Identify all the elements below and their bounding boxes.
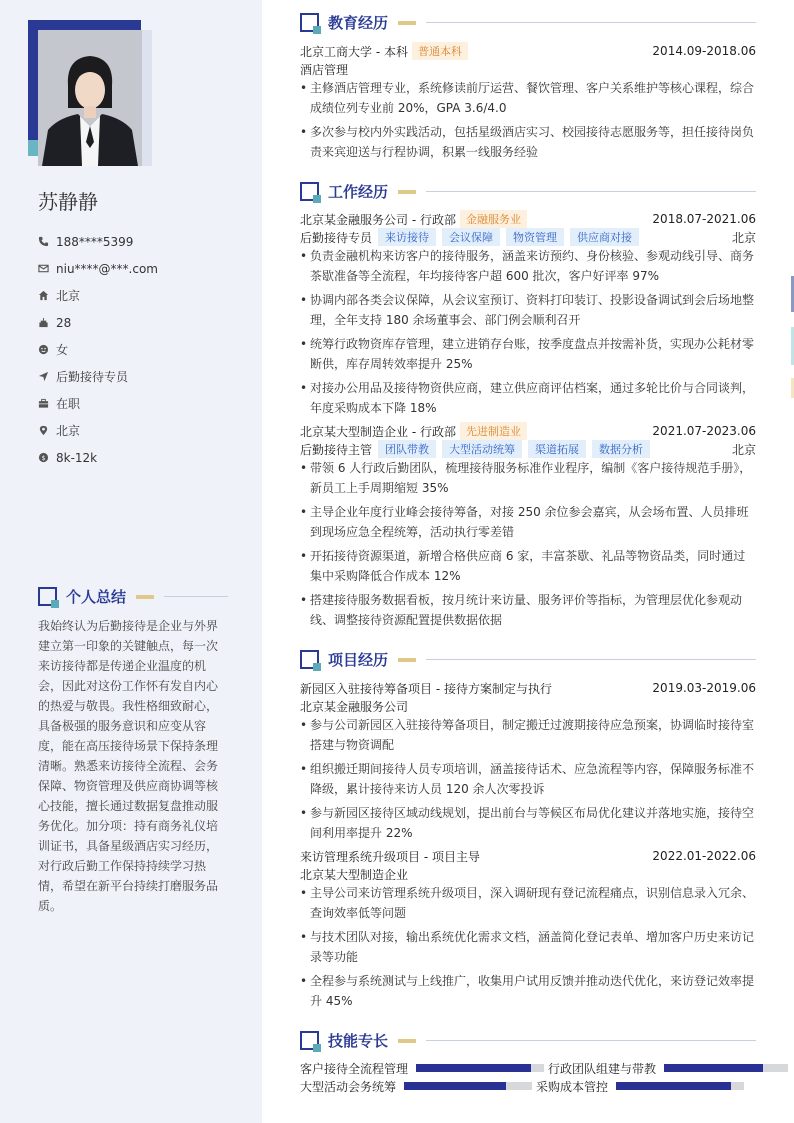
section-divider (426, 191, 756, 192)
education-period: 2014.09-2018.06 (652, 44, 756, 58)
list-item: • 对接办公用品及接待物资供应商，建立供应商评估档案，通过多轮比价与合同谈判，年度采购成本下降 18% (300, 378, 756, 418)
job-1-role-row (300, 228, 756, 246)
info-salary (38, 444, 248, 471)
job-2-skill-tag: 团队带教 (378, 440, 436, 458)
job-2-city: 北京 (731, 442, 756, 457)
skills-title: 技能专长 (328, 1032, 389, 1050)
list-item: • 与技术团队对接，输出系统优化需求文档，涵盖简化登记表单、增加客户历史来访记录等功能 (300, 927, 756, 967)
position-icon (38, 371, 49, 382)
skill-bar-fill (404, 1082, 506, 1090)
work-title: 工作经历 (328, 183, 389, 201)
education-major-row (300, 60, 756, 78)
job-2-industry-tag: 先进制造业 (460, 422, 527, 440)
list-item: • 统筹行政物资库存管理，建立进销存台账，按季度盘点并按需补货，实现办公耗材零断供，库存周转效率提升 25% (300, 334, 756, 374)
project-1-row (300, 679, 756, 697)
job-1-company: 北京某金融服务公司 - 行政部 (300, 212, 456, 227)
mail-icon (38, 263, 49, 274)
info-email (38, 255, 248, 282)
salary-icon (38, 452, 49, 463)
info-status-text: 在职 (56, 397, 81, 411)
briefcase-icon (38, 398, 49, 409)
list-item: • 搭建接待服务数据看板，按月统计来访量、服务评价等指标，为管理层优化参观动线、调整接待资源配置提供数据依据 (300, 590, 756, 630)
info-phone (38, 228, 248, 255)
info-gender-text: 女 (56, 343, 69, 357)
section-square-icon (300, 13, 319, 32)
project-1-org: 北京某金融服务公司 (300, 699, 409, 714)
job-2-period: 2021.07-2023.06 (652, 424, 756, 438)
cake-icon (38, 317, 49, 328)
candidate-name: 苏静静 (38, 190, 98, 214)
job-1-company-row (300, 210, 756, 228)
skill-name: 行政团队组建与带教 (548, 1061, 657, 1076)
section-divider (426, 659, 756, 660)
education-bullets (300, 78, 756, 166)
job-1-industry-tag: 金融服务业 (460, 210, 527, 228)
section-gold-bar (398, 21, 416, 25)
project-2-bullets (300, 883, 756, 1015)
education-major: 酒店管理 (300, 62, 349, 77)
section-square-icon (38, 587, 57, 606)
section-square-icon (300, 650, 319, 669)
skills-row-2 (300, 1078, 744, 1094)
section-gold-bar (398, 190, 416, 194)
skills-row-1 (300, 1060, 788, 1076)
skill-bar (664, 1064, 788, 1072)
job-2-skill-tag: 渠道拓展 (528, 440, 586, 458)
job-2-company: 北京某大型制造企业 - 行政部 (300, 424, 456, 439)
job-1-bullets (300, 246, 756, 422)
phone-icon (38, 236, 49, 247)
education-tag: 普通本科 (412, 42, 468, 60)
project-2-org: 北京某大型制造企业 (300, 867, 409, 882)
job-1-skill-tag: 会议保障 (442, 228, 500, 246)
job-2-skill-tag: 数据分析 (592, 440, 650, 458)
section-gold-bar (398, 658, 416, 662)
info-home (38, 282, 248, 309)
job-1-skill-tag: 物资管理 (506, 228, 564, 246)
skills-header (300, 1030, 756, 1051)
projects-header (300, 649, 756, 670)
job-2-role-row (300, 440, 756, 458)
list-item: • 协调内部各类会议保障，从会议室预订、资料打印装订、投影设备调试到会后场地整理，全年支持 180 余场董事会、部门例会顺利召开 (300, 290, 756, 330)
list-item: • 带领 6 人行政后勤团队，梳理接待服务标准作业程序，编制《客户接待规范手册》，新员工上手周期缩短 35% (300, 458, 756, 498)
profile-photo (38, 30, 142, 166)
skill-item (300, 1078, 532, 1095)
list-item: • 参与新园区接待区域动线规划，提出前台与等候区布局优化建议并落地实施，接待空间利用率提升 22% (300, 803, 756, 843)
list-item: • 负责金融机构来访客户的接待服务，涵盖来访预约、身份核验、参观动线引导、商务茶歇准备等全流程，年均接待客户超 600 批次，客户好评率 97% (300, 246, 756, 286)
section-divider (164, 596, 228, 597)
info-salary-text: 8k-12k (56, 450, 98, 465)
summary-header (38, 586, 228, 607)
info-status (38, 390, 248, 417)
education-header (300, 12, 756, 33)
list-item: • 组织搬迁期间接待人员专项培训，涵盖接待话术、应急流程等内容，保障服务标准不降级，累计接待来访人员 120 余人次零投诉 (300, 759, 756, 799)
skill-bar-fill (416, 1064, 531, 1072)
sidebar (0, 0, 262, 1123)
project-1-org-row (300, 697, 756, 715)
job-1-skill-tag: 来访接待 (378, 228, 436, 246)
info-email-text: niu****@***.com (56, 261, 158, 276)
skill-item (300, 1060, 544, 1077)
photo-accent-teal (28, 140, 38, 156)
project-1-bullets (300, 715, 756, 847)
skill-name: 客户接待全流程管理 (300, 1061, 409, 1076)
list-item: • 主导公司来访管理系统升级项目，深入调研现有登记流程痛点，识别信息录入冗余、查询效率低等问题 (300, 883, 756, 923)
skill-name: 采购成本管控 (536, 1079, 609, 1094)
education-school: 北京工商大学 - 本科 (300, 44, 408, 59)
skill-bar (404, 1082, 532, 1090)
list-item: • 开拓接待资源渠道，新增合格供应商 6 家，丰富茶歇、礼品等物资品类，同时通过集中采购降低合作成本 12% (300, 546, 756, 586)
education-school-row (300, 42, 756, 60)
job-2-role: 后勤接待主管 (300, 442, 373, 457)
section-divider (426, 22, 756, 23)
skill-item (548, 1060, 788, 1077)
info-gender (38, 336, 248, 363)
summary-text: 我始终认为后勤接待是企业与外界建立第一印象的关键触点，每一次来访接待都是传递企业温度的机会，因此对这份工作怀有发自内心的热爱与敬畏。我性格细致耐心，具备极强的服务意识和应变从容度，能在高压接待场景下保持条理清晰。熟悉来访接待全流程、会务保障、物资管理及供应商协调等核心技能，擅长通过数据复盘推动服务优化。加分项：持有商务礼仪培训证书，具备星级酒店实习经历，对行政后勤工作保持持续学习热情，希望在新平台持续打磨服务品质。 (38, 619, 219, 913)
info-position-text: 后勤接待专员 (56, 370, 129, 384)
skill-bar (616, 1082, 744, 1090)
skill-bar-fill (664, 1064, 763, 1072)
skill-bar-fill (616, 1082, 731, 1090)
contact-info-list (38, 228, 248, 471)
section-square-icon (300, 182, 319, 201)
list-item: • 参与公司新园区入驻接待筹备项目，制定搬迁过渡期接待应急预案，协调临时接待室搭建与物资调配 (300, 715, 756, 755)
info-home-text: 北京 (56, 289, 81, 303)
job-1-period: 2018.07-2021.06 (652, 212, 756, 226)
gender-icon (38, 344, 49, 355)
job-1-skill-tag: 供应商对接 (570, 228, 639, 246)
job-2-bullets (300, 458, 756, 634)
work-header (300, 181, 756, 202)
list-item: • 主修酒店管理专业，系统修读前厅运营、餐饮管理、客户关系维护等核心课程，综合成绩位列专业前 20%，GPA 3.6/4.0 (300, 78, 756, 118)
info-age-text: 28 (56, 315, 72, 330)
list-item: • 全程参与系统测试与上线推广，收集用户试用反馈并推动迭代优化，来访登记效率提升 45% (300, 971, 756, 1011)
job-1-role: 后勤接待专员 (300, 230, 373, 245)
info-position (38, 363, 248, 390)
list-item: • 多次参与校内外实践活动，包括星级酒店实习、校园接待志愿服务等，担任接待岗负责来宾迎送与行程协调，积累一线服务经验 (300, 122, 756, 162)
project-2-period: 2022.01-2022.06 (652, 849, 756, 863)
section-gold-bar (398, 1039, 416, 1043)
job-2-skill-tag: 大型活动统筹 (442, 440, 522, 458)
project-2-row (300, 847, 756, 865)
home-icon (38, 290, 49, 301)
info-location-text: 北京 (56, 424, 81, 438)
list-item: • 主导企业年度行业峰会接待筹备，对接 250 余位参会嘉宾，从会场布置、人员排班到现场应急全程统筹，活动执行零差错 (300, 502, 756, 542)
project-2-org-row (300, 865, 756, 883)
section-gold-bar (136, 595, 154, 599)
project-2-name: 来访管理系统升级项目 - 项目主导 (300, 849, 480, 864)
job-2-company-row (300, 422, 756, 440)
section-square-icon (300, 1031, 319, 1050)
projects-title: 项目经历 (328, 651, 389, 669)
svg-text:$: $ (41, 453, 46, 462)
location-icon (38, 425, 49, 436)
project-1-name: 新园区入驻接待筹备项目 - 接待方案制定与执行 (300, 681, 552, 696)
skill-name: 大型活动会务统筹 (300, 1079, 397, 1094)
info-location (38, 417, 248, 444)
skill-bar (416, 1064, 544, 1072)
info-phone-text: 188****5399 (56, 234, 134, 249)
job-1-city: 北京 (731, 230, 756, 245)
education-title: 教育经历 (328, 14, 389, 32)
profile-photo-frame (28, 20, 152, 166)
section-divider (426, 1040, 756, 1041)
summary-title: 个人总结 (66, 588, 127, 606)
info-age (38, 309, 248, 336)
skill-item (536, 1078, 744, 1095)
project-1-period: 2019.03-2019.06 (652, 681, 756, 695)
